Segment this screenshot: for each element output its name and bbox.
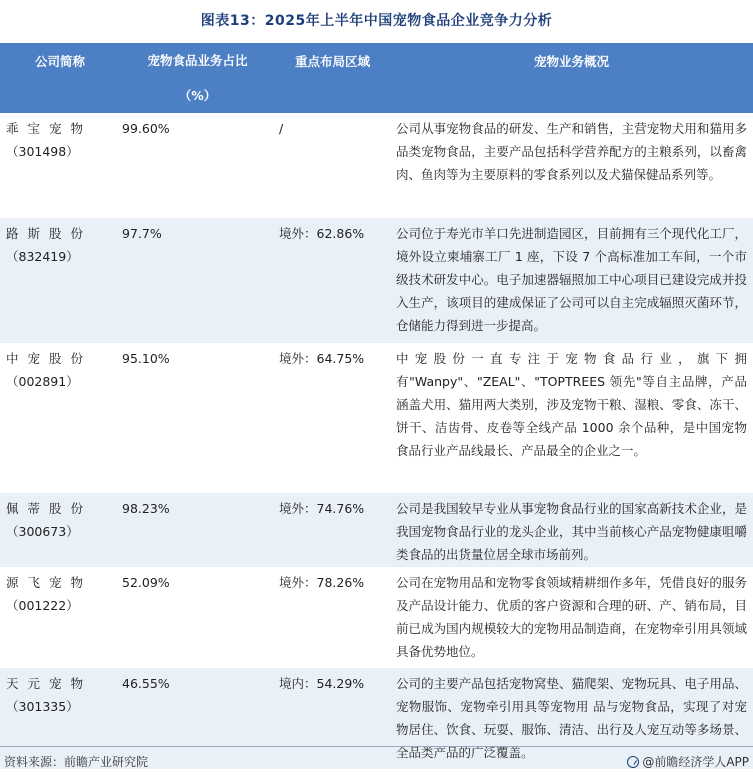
overview-cell: 公司是我国较早专业从事宠物食品行业的国家高新技术企业，是我国宠物食品行业的龙头企业，其中当前核心产品宠物健康咀嚼类食品的出货量位居全球市场前列。 <box>390 493 753 567</box>
brand-credit <box>627 753 749 770</box>
footer <box>0 746 753 778</box>
header-overview: 宠物业务概况 <box>390 43 753 113</box>
region-cell: 境外：74.76% <box>275 493 390 567</box>
company-cell <box>0 218 120 343</box>
share-cell: 99.60% <box>120 113 275 218</box>
header-share-line1: 宠物食品业务占比 <box>120 43 275 77</box>
competitiveness-table <box>0 43 753 769</box>
share-cell: 97.7% <box>120 218 275 343</box>
share-cell: 95.10% <box>120 343 275 493</box>
company-cell <box>0 493 120 567</box>
company-code: （301335） <box>6 699 79 714</box>
brand-label: @前瞻经济学人APP <box>642 755 749 769</box>
overview-cell: 公司从事宠物食品的研发、生产和销售，主营宠物犬用和猫用多品类宠物食品，主要产品包括科学营养配方的主粮系列，以畜禽肉、鱼肉等为主要原料的零食系列以及犬猫保健品系列等。 <box>390 113 753 218</box>
share-cell: 46.55% <box>120 668 275 769</box>
source-note: 资料来源：前瞻产业研究院 <box>4 755 149 769</box>
region-cell: / <box>275 113 390 218</box>
company-name: 乖宝宠物 <box>6 121 93 136</box>
table-row <box>0 567 753 668</box>
table-row <box>0 113 753 218</box>
region-cell: 境外：78.26% <box>275 567 390 668</box>
region-cell: 境外：62.86% <box>275 218 390 343</box>
company-code: （300673） <box>6 524 79 539</box>
company-code: （301498） <box>6 144 79 159</box>
overview-cell: 公司在宠物用品和宠物零食领域精耕细作多年，凭借良好的服务及产品设计能力、优质的客户资源和合理的研、产、销布局，目前已成为国内规模较大的宠物用品制造商，在宠物牵引用具领域具备优势地位。 <box>390 567 753 668</box>
qianzhan-logo-icon <box>627 756 639 768</box>
header-region: 重点布局区域 <box>275 43 390 113</box>
company-name: 中宠股份 <box>6 351 93 366</box>
company-name: 佩蒂股份 <box>6 501 93 516</box>
company-name: 路斯股份 <box>6 226 93 241</box>
company-cell <box>0 113 120 218</box>
table-row <box>0 343 753 493</box>
company-code: （832419） <box>6 249 79 264</box>
header-share-line2: （%） <box>120 77 275 113</box>
company-code: （002891） <box>6 374 79 389</box>
table-row <box>0 218 753 343</box>
company-name: 天元宠物 <box>6 676 93 691</box>
overview-cell: 公司的主要产品包括宠物窝垫、猫爬架、宠物玩具、电子用品、宠物服饰、宠物牵引用具等宠物用 品与宠物食品，实现了对宠物居住、饮食、玩耍、服饰、清洁、出行及人宠互动等多场景、全品类产品的广泛覆盖。 <box>390 668 753 769</box>
company-name: 源飞宠物 <box>6 575 93 590</box>
overview-cell: 公司位于寿光市羊口先进制造园区，目前拥有三个现代化工厂，境外设立柬埔寨工厂 1 座，下设 7 个高标准加工车间，一个市级技术研发中心。电子加速器辐照加工中心项目已建设完成并投入生产，该项目的建成保证了公司可以自主完成辐照灭菌环节，仓储能力得到进一步提高。 <box>390 218 753 343</box>
table-header <box>0 43 753 113</box>
header-company: 公司简称 <box>0 43 120 113</box>
company-code: （001222） <box>6 598 79 613</box>
region-cell: 境内：54.29% <box>275 668 390 769</box>
company-cell <box>0 567 120 668</box>
chart-title: 图表13：2025年上半年中国宠物食品企业竞争力分析 <box>200 13 553 29</box>
company-cell <box>0 343 120 493</box>
table-row <box>0 493 753 567</box>
overview-cell: 中宠股份一直专注于宠物食品行业，旗下拥有"Wanpy"、"ZEAL"、"TOPTREES 领先"等自主品牌，产品涵盖犬用、猫用两大类别，涉及宠物干粮、湿粮、零食、冻干、饼干、洁齿骨、皮卷等全线产品 1000 余个品种，是中国宠物食品行业产品线最长、产品最全的企业之一。 <box>390 343 753 493</box>
share-cell: 52.09% <box>120 567 275 668</box>
region-cell: 境外：64.75% <box>275 343 390 493</box>
share-cell: 98.23% <box>120 493 275 567</box>
